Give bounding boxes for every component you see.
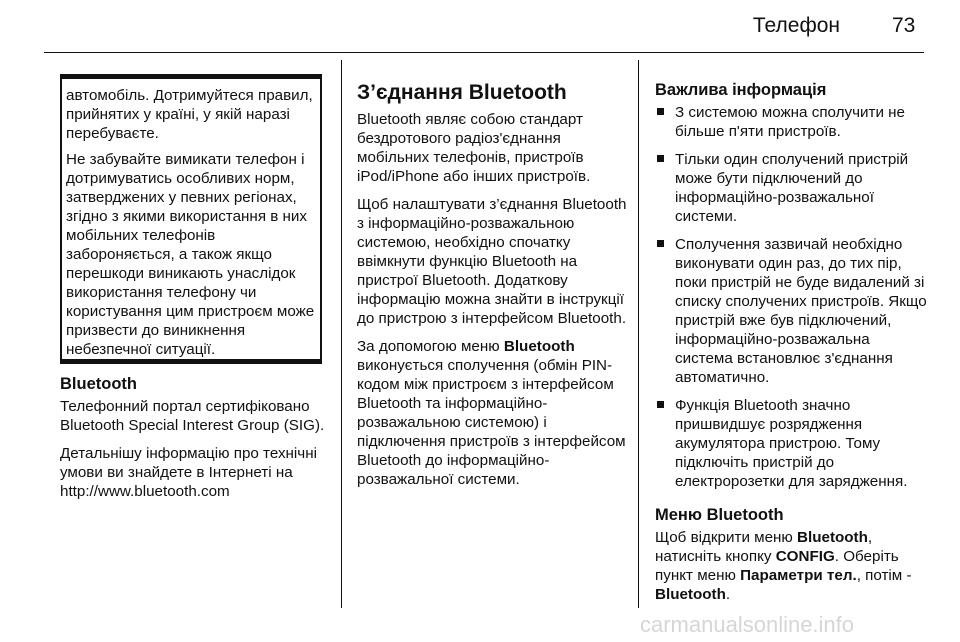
header-divider [44, 52, 924, 53]
menu-keyword: Bluetooth [655, 586, 726, 603]
column-divider-left [341, 60, 342, 608]
paragraph: Детальнішу інформацію про технічні умови ви знайдете в Інтернеті на http://www.bluetooth.com [60, 445, 317, 500]
paragraph: Телефонний портал сертифіковано Bluetooth Special Interest Group (SIG). [60, 398, 325, 434]
menu-keyword: Bluetooth [797, 529, 868, 546]
watermark: carmanualsonline.info [640, 612, 855, 637]
paragraph: Щоб налаштувати з’єднання Bluetooth з інформаційно-розважальною системою, необхідно спочатку ввімкнути функцію Bluetooth на пристрої Bluetooth. Додаткову інформацію можна знайти в інструкції до пристрою з інтерфейсом Bluetooth. [357, 196, 627, 327]
text-span: За допомогою меню [357, 338, 504, 355]
right-column [655, 80, 927, 613]
list-item-text: Функція Bluetooth значно пришвидшує розрядження акумулятора пристрою. Тому підключіть пристрій до електророзетки для зарядження. [675, 397, 908, 490]
section-heading-bluetooth-menu: Меню Bluetooth [655, 506, 784, 524]
section-heading-bluetooth: Bluetooth [60, 375, 137, 393]
list-item-text: З системою можна сполучити не більше п'яти пристроїв. [675, 104, 905, 140]
list-item [655, 396, 927, 491]
bullet-list [655, 103, 927, 491]
bullet-icon [657, 240, 664, 247]
section-heading-bluetooth-connection: З’єднання Bluetooth [357, 81, 567, 104]
list-item-text: Тільки один сполучений пристрій може бути підключений до інформаційно-розважальної системи. [675, 151, 909, 225]
list-item-text: Сполучення зазвичай необхідно виконувати один раз, до тих пір, поки пристрій не буде видалений зі списку сполучених пристроїв. Якщо пристрій вже був підключений, інформаційно-розважальна система встановлює з'єднання автоматично. [675, 236, 927, 386]
text-span: Щоб відкрити меню [655, 529, 798, 546]
bullet-icon [657, 401, 664, 408]
bullet-icon [657, 155, 664, 162]
text-span: . Оберіть пункт меню [655, 548, 899, 584]
column-divider-right [638, 60, 639, 608]
middle-column [357, 80, 631, 498]
list-item [655, 150, 927, 226]
left-column [60, 374, 330, 510]
warning-paragraph: Не забувайте вимикати телефон і дотримуватись особливих норм, затверджених у певних регіонах, згідно з якими використання в них мобільних телефонів забороняється, а також якщо перешкоди виникають унаслідок використання телефону чи користування цим пристроєм може призвести до виникнення небезпечної ситуації. [66, 151, 315, 358]
menu-keyword: Параметри тел. [740, 567, 857, 584]
warning-box [60, 74, 322, 364]
text-span: виконується сполучення (обмін PIN-кодом між пристроєм з інтерфейсом Bluetooth та інформаційно-розважальною системою) і підключення пристроїв з інтерфейсом Bluetooth до інформаційно-розважальної системи. [357, 357, 626, 488]
text-span: , натисніть кнопку [655, 529, 873, 565]
page-number: 73 [892, 14, 916, 37]
paragraph: Bluetooth являє собою стандарт бездротового радіоз'єднання мобільних телефонів, пристроїв iPod/iPhone або інших пристроїв. [357, 111, 591, 185]
text-span: , потім - [856, 567, 912, 584]
paragraph [357, 337, 631, 489]
button-keyword: CONFIG [775, 548, 835, 565]
menu-keyword: Bluetooth [503, 338, 575, 355]
page-title: Телефон [752, 14, 840, 37]
list-item [655, 103, 927, 141]
section-heading-important-info: Важлива інформація [655, 81, 827, 99]
list-item [655, 235, 927, 387]
text-span: . [725, 586, 731, 603]
paragraph [655, 528, 927, 604]
bullet-icon [657, 108, 664, 115]
warning-paragraph: автомобіль. Дотримуйтеся правил, прийнятих у країні, у якій наразі перебуваєте. [66, 87, 313, 142]
